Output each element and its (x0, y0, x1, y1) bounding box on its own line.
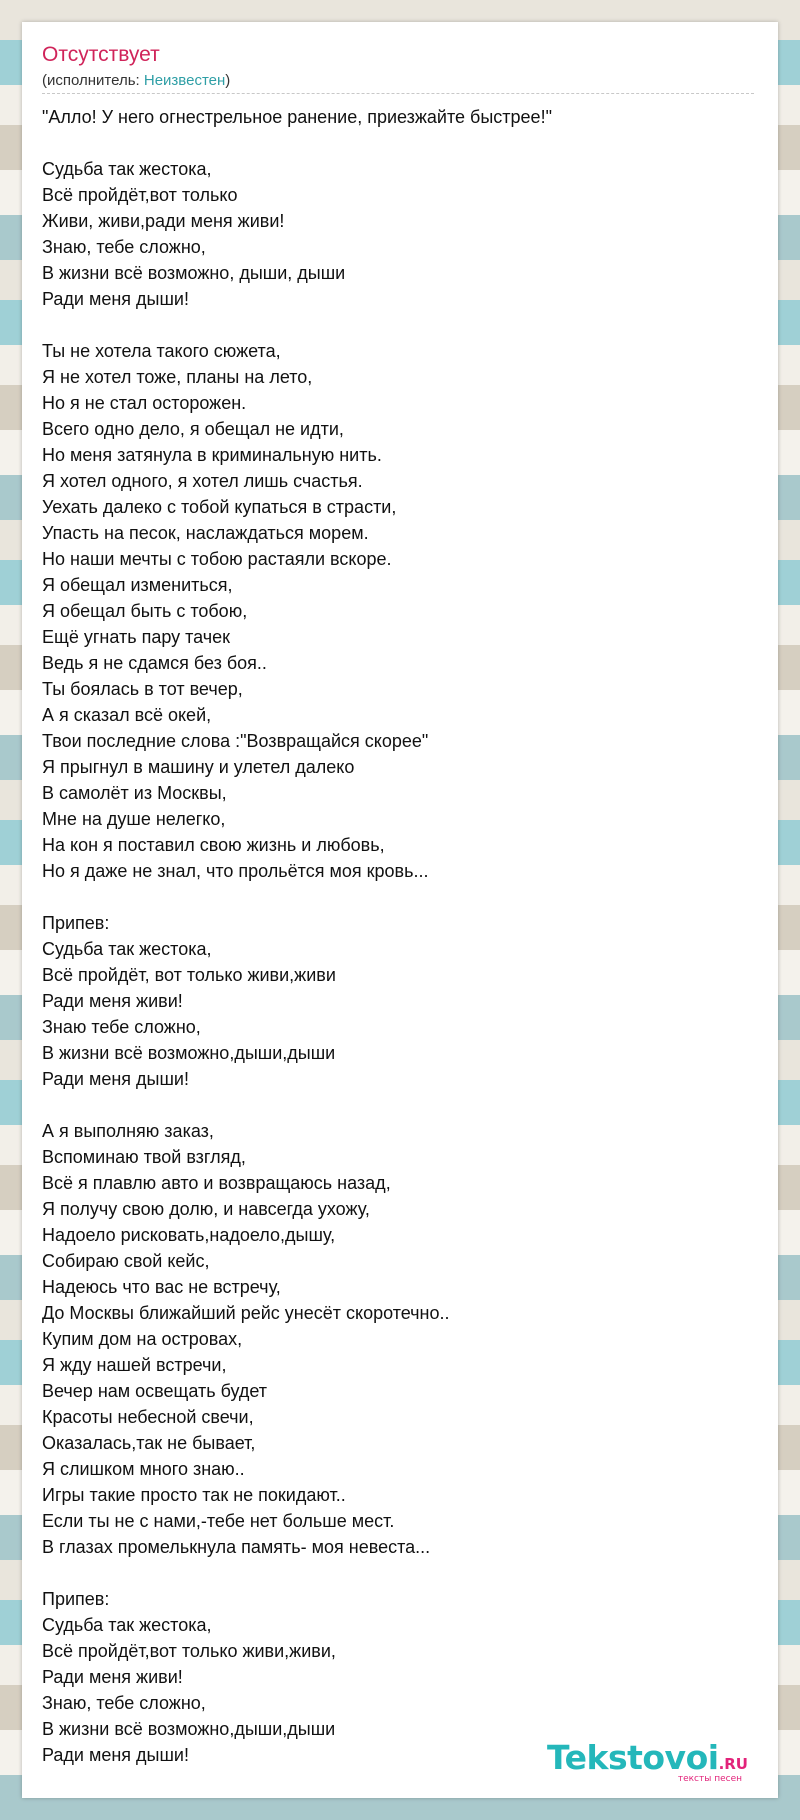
lyric-line: Ведь я не сдамся без боя.. (42, 653, 267, 673)
lyric-line: Припев: (42, 913, 110, 933)
lyric-line: Судьба так жестока, (42, 939, 212, 959)
lyric-line: "Алло! У него огнестрельное ранение, приезжайте быстрее!" (42, 107, 552, 127)
lyric-line: Я обещал измениться, (42, 575, 233, 595)
artist-prefix: (исполнитель: (42, 72, 144, 89)
lyric-line: Надоело рисковать,надоело,дышу, (42, 1225, 336, 1245)
lyric-line: Надеюсь что вас не встречу, (42, 1277, 281, 1297)
lyric-line: Всё пройдёт,вот только (42, 185, 238, 205)
lyric-line: Упасть на песок, наслаждаться морем. (42, 523, 369, 543)
lyric-line: Я получу свою долю, и навсегда ухожу, (42, 1199, 370, 1219)
lyric-line: Я не хотел тоже, планы на лето, (42, 367, 313, 387)
lyric-line: Знаю тебе сложно, (42, 1017, 201, 1037)
artist-line (42, 72, 230, 90)
lyric-line: Ради меня дыши! (42, 289, 189, 309)
stanza-gap (42, 1560, 752, 1586)
lyric-line: Уехать далеко с тобой купаться в страсти, (42, 497, 397, 517)
lyric-line: В глазах промелькнула память- моя невеста... (42, 1537, 431, 1557)
stanza-gap (42, 884, 752, 910)
lyric-line: Собираю свой кейс, (42, 1251, 210, 1271)
stanza-gap (42, 1092, 752, 1118)
lyric-line: Я жду нашей встречи, (42, 1355, 227, 1375)
lyric-line: Мне на душе нелегко, (42, 809, 226, 829)
lyric-line: Игры такие просто так не покидают.. (42, 1485, 346, 1505)
lyrics-text (42, 104, 752, 1768)
title-divider (42, 93, 754, 94)
lyric-line: В жизни всё возможно,дыши,дыши (42, 1719, 336, 1739)
lyric-line: Вспоминаю твой взгляд, (42, 1147, 246, 1167)
lyric-line: Ради меня дыши! (42, 1069, 189, 1089)
lyric-line: Всего одно дело, я обещал не идти, (42, 419, 344, 439)
lyric-line: Ты боялась в тот вечер, (42, 679, 243, 699)
stanza-gap (42, 130, 752, 156)
site-logo[interactable] (547, 1738, 748, 1784)
lyric-line: Живи, живи,ради меня живи! (42, 211, 285, 231)
lyric-line: Я обещал быть с тобою, (42, 601, 248, 621)
lyric-line: Ради меня дыши! (42, 1745, 189, 1765)
lyric-line: Красоты небесной свечи, (42, 1407, 254, 1427)
lyric-line: Знаю, тебе сложно, (42, 1693, 206, 1713)
lyric-line: В самолёт из Москвы, (42, 783, 227, 803)
lyric-line: Но я даже не знал, что прольётся моя кровь... (42, 861, 429, 881)
lyric-line: Но меня затянула в криминальную нить. (42, 445, 382, 465)
stanza-gap (42, 312, 752, 338)
lyric-line: Судьба так жестока, (42, 159, 212, 179)
lyric-line: Оказалась,так не бывает, (42, 1433, 256, 1453)
song-title: Отсутствует (42, 43, 160, 66)
lyric-line: Судьба так жестока, (42, 1615, 212, 1635)
lyric-line: Всё пройдёт,вот только живи,живи, (42, 1641, 336, 1661)
lyric-line: Купим дом на островах, (42, 1329, 243, 1349)
lyric-line: А я сказал всё окей, (42, 705, 212, 725)
lyric-line: Но наши мечты с тобою растаяли вскоре. (42, 549, 392, 569)
lyric-line: На кон я поставил свою жизнь и любовь, (42, 835, 385, 855)
artist-link[interactable]: Неизвестен (143, 72, 226, 89)
lyric-line: Ради меня живи! (42, 1667, 183, 1687)
logo-wordmark: Tekstovoi (547, 1738, 719, 1777)
lyric-line: До Москвы ближайший рейс унесёт скоротечно.. (42, 1303, 450, 1323)
lyric-line: Всё пройдёт, вот только живи,живи (42, 965, 336, 985)
lyric-line: Вечер нам освещать будет (42, 1381, 268, 1401)
lyric-line: Твои последние слова :"Возвращайся скорее" (42, 731, 429, 751)
lyric-line: Если ты не с нами,-тебе нет больше мест. (42, 1511, 395, 1531)
artist-suffix: ) (225, 72, 231, 89)
lyric-line: Я хотел одного, я хотел лишь счастья. (42, 471, 363, 491)
lyric-line: Я слишком много знаю.. (42, 1459, 245, 1479)
lyric-line: В жизни всё возможно, дыши, дыши (42, 263, 346, 283)
lyric-line: А я выполняю заказ, (42, 1121, 214, 1141)
lyric-line: Припев: (42, 1589, 110, 1609)
logo-tld: .RU (718, 1755, 748, 1773)
lyric-line: Ещё угнать пару тачек (42, 627, 231, 647)
lyric-line: Но я не стал осторожен. (42, 393, 247, 413)
lyric-line: Всё я плавлю авто и возвращаюсь назад, (42, 1173, 391, 1193)
lyric-line: Я прыгнул в машину и улетел далеко (42, 757, 355, 777)
lyric-line: Знаю, тебе сложно, (42, 237, 206, 257)
lyrics-card (22, 22, 778, 1798)
logo-tagline: тексты песен (677, 1774, 742, 1784)
lyric-line: Ты не хотела такого сюжета, (42, 341, 281, 361)
lyric-line: Ради меня живи! (42, 991, 183, 1011)
lyric-line: В жизни всё возможно,дыши,дыши (42, 1043, 336, 1063)
